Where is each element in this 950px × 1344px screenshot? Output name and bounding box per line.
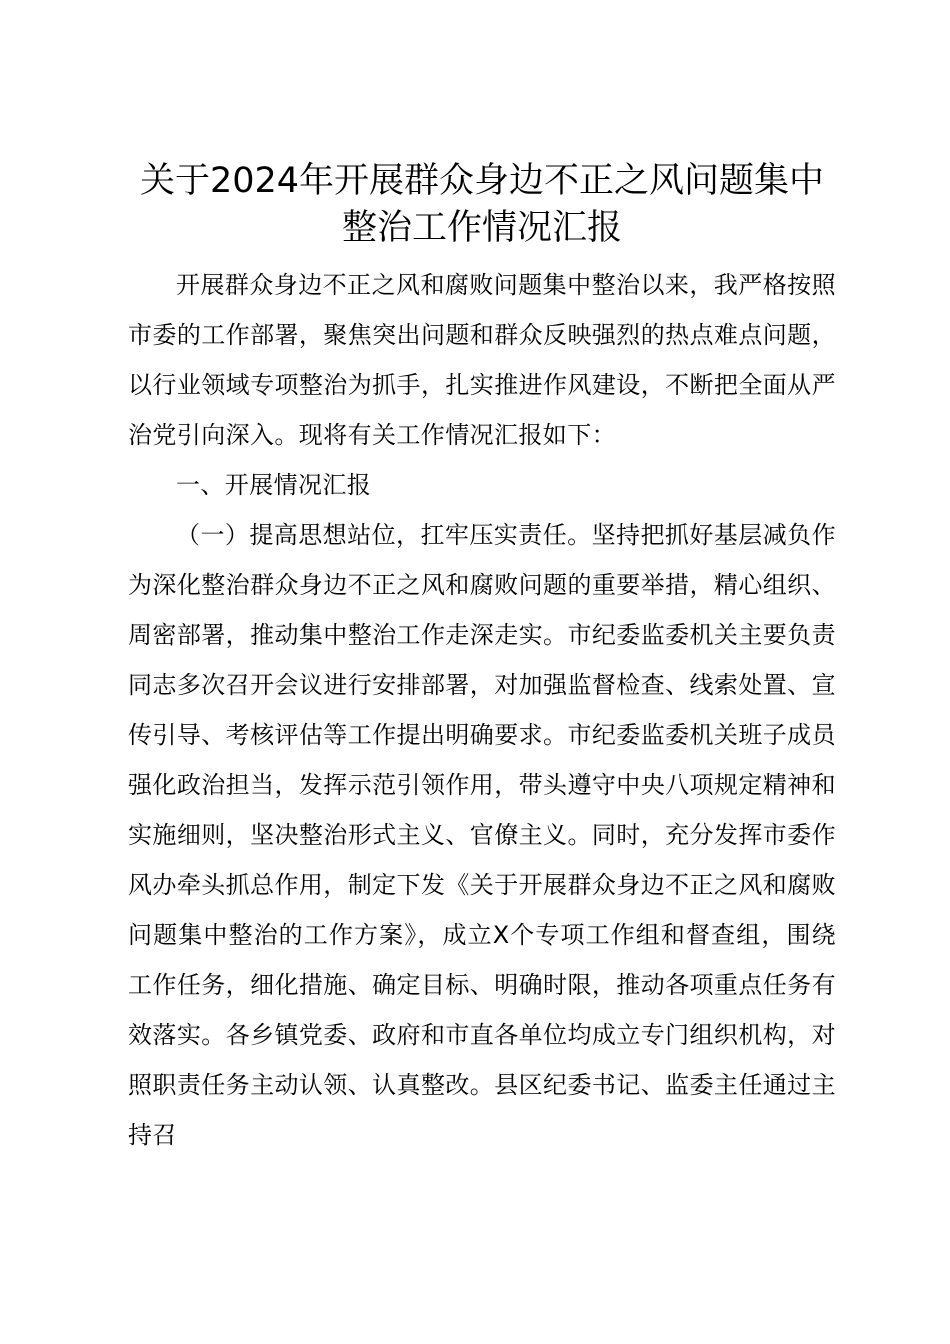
document-title: 关于2024年开展群众身边不正之风问题集中整治工作情况汇报 (139, 161, 825, 248)
section-one-paragraph: （一）提高思想站位，扛牢压实责任。坚持把抓好基层减负作为深化整治群众身边不正之风和腐败问题的重要举措，精心组织、周密部署，推动集中整治工作走深走实。市纪委监委机关主要负责同志多次召开会议进行安排部署，对加强监督检查、线索处置、宣传引导、考核评估等工作提出明确要求。市纪委监委机关班子成员强化政治担当，发挥示范引领作用，带头遵守中央八项规定精神和实施细则，坚决整治形式主义、官僚主义。同时，充分发挥市委作风办牵头抓总作用，制定下发《关于开展群众身边不正之风和腐败问题集中整治的工作方案》，成立X个专项工作组和督查组，围绕工作任务，细化措施、确定目标、明确时限，推动各项重点任务有效落实。各乡镇党委、政府和市直各单位均成立专门组织机构，对照职责任务主动认领、认真整改。县区纪委书记、监委主任通过主持召 (128, 521, 836, 1149)
document-body (128, 260, 836, 1160)
section-heading: 一、开展情况汇报 (176, 471, 372, 499)
intro-paragraph: 开展群众身边不正之风和腐败问题集中整治以来，我严格按照市委的工作部署，聚焦突出问题和群众反映强烈的热点难点问题，以行业领域专项整治为抓手，扎实推进作风建设，不断把全面从严治党引向深入。现将有关工作情况汇报如下： (128, 271, 836, 449)
